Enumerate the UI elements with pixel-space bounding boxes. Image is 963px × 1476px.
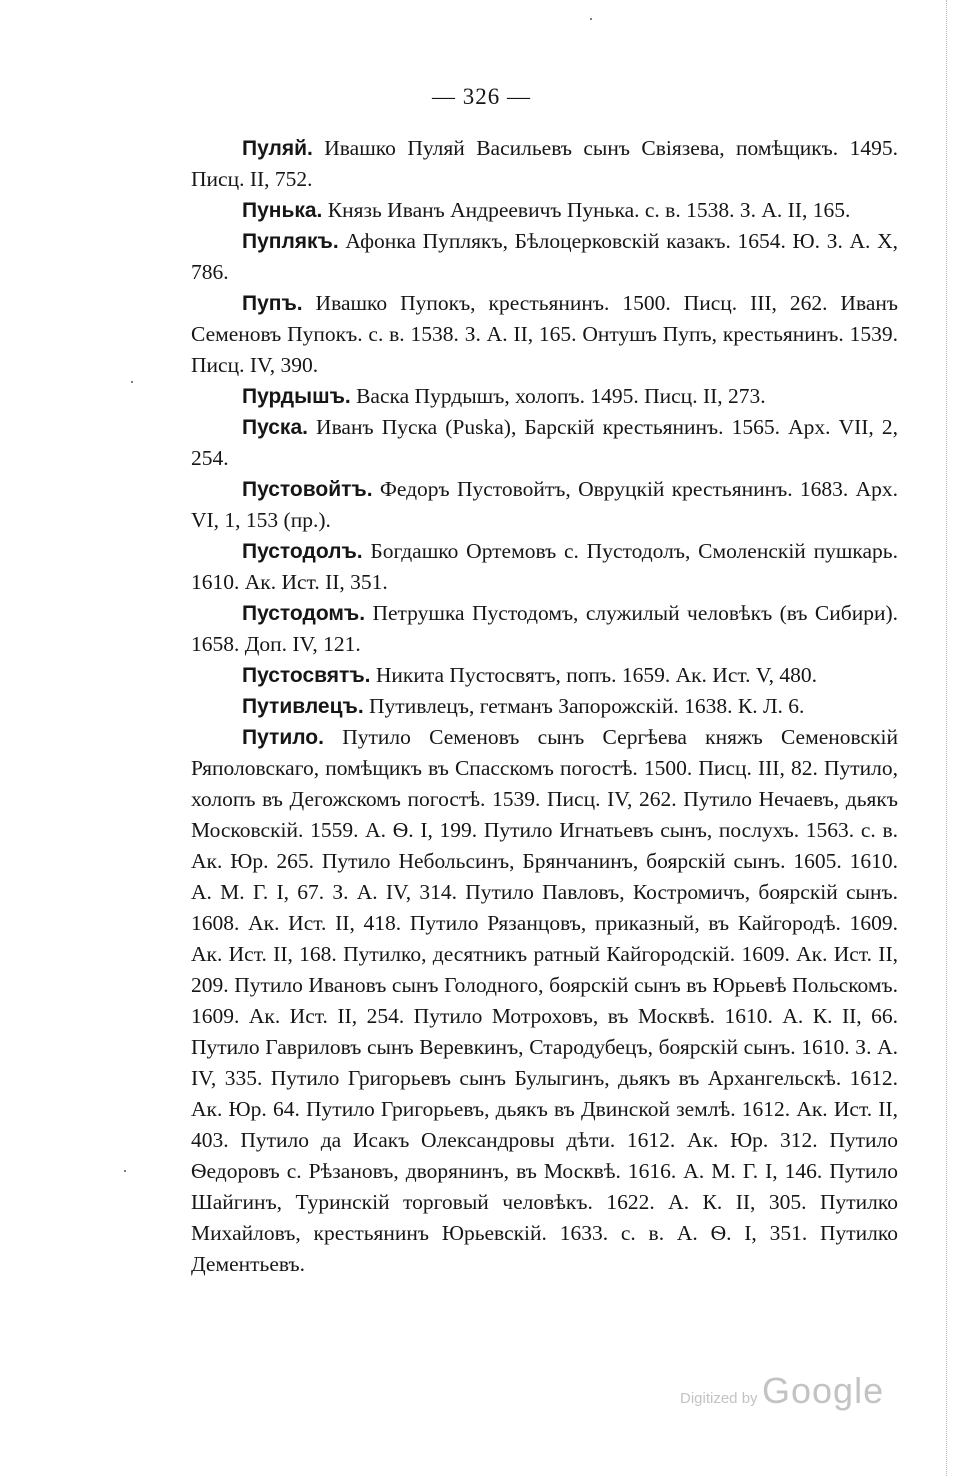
entry-headword: Пуска. [242,416,308,439]
page-fold-line [946,0,948,1476]
watermark-brand: Google [762,1370,885,1411]
page-number: — 326 — [432,84,531,109]
entry-headword: Пурдышъ. [242,385,351,408]
entry-headword: Пустовойтъ. [242,478,373,501]
dictionary-entry [191,226,898,288]
dictionary-entry [191,536,898,598]
entry-text: Путивлецъ, гетманъ Запорожскій. 1638. К. Л. 6. [363,694,805,718]
dictionary-entries [191,133,898,1280]
dictionary-entry [191,722,898,1280]
dictionary-entry [191,598,898,660]
entry-text: Федоръ Пустовойтъ, Овруцкій крестьянинъ. 1683. Арх. VI, 1, 153 (пр.). [191,477,898,532]
entry-headword: Пустодомъ. [242,602,366,625]
dictionary-entry [191,133,898,195]
entry-headword: Пустосвятъ. [242,664,371,687]
entry-text: Ивашко Пупокъ, крестьянинъ. 1500. Писц. III, 262. Иванъ Семеновъ Пупокъ. с. в. 1538. З. А. II, 165. Онтушъ Пупъ, крестьянинъ. 1539. Писц. IV, 390. [191,291,898,377]
dictionary-entry [191,474,898,536]
entry-headword: Путивлецъ. [242,695,364,718]
entry-text: Богдашко Ортемовъ с. Пустодолъ, Смоленскій пушкарь. 1610. Ак. Ист. II, 351. [191,539,898,594]
dictionary-entry [191,195,898,226]
dictionary-entry [191,381,898,412]
dictionary-entry [191,660,898,691]
entry-headword: Пупъ. [242,292,303,315]
scan-speck [131,381,133,383]
entry-text: Петрушка Пустодомъ, служилый человѣкъ (въ Сибири). 1658. Доп. IV, 121. [191,601,898,656]
dictionary-entry [191,412,898,474]
entry-text: Никита Пустосвятъ, попъ. 1659. Ак. Ист. V, 480. [370,663,818,687]
entry-headword: Путило. [242,726,324,749]
entry-text: Путило Семеновъ сынъ Сергѣева княжъ Семеновскій Ряполовскаго, помѣщикъ въ Спасскомъ погостѣ. 1500. Писц. III, 82. Путило, холопъ въ Дегожскомъ погостѣ. 1539. Писц. IV, 262. Путило Нечаевъ, дьякъ Московскій. 1559. А. Ѳ. I, 199. Путило Игнатьевъ сынъ, послухъ. 1563. с. в. Ак. Юр. 265. Путило Небольсинъ, Брянчанинъ, боярскій сынъ. 1605. 1610. А. М. Г. I, 67. З. А. IV, 314. Путило Павловъ, Костромичъ, боярскій сынъ. 1608. Ак. Ист. II, 418. Путило Рязанцовъ, приказный, въ Кайгородѣ. 1609. Ак. Ист. II, 168. Путилко, десятникъ ратный Кайгородскій. 1609. Ак. Ист. II, 209. Путило Ивановъ сынъ Голодного, боярскій сынъ въ Юрьевѣ Польскомъ. 1609. Ак. Ист. II, 254. Путило Мотроховъ, въ Москвѣ. 1610. А. К. II, 66. Путило Гавриловъ сынъ Веревкинъ, Стародубецъ, боярскій сынъ. 1610. З. А. IV, 335. Путило Григорьевъ сынъ Булыгинъ, дьякъ въ Архангельскѣ. 1612. Ак. Юр. 64. Путило Григорьевъ, дьякъ въ Двинской землѣ. 1612. Ак. Ист. II, 403. Путило да Исакъ Олександровы дѣти. 1612. Ак. Юр. 312. Путило Ѳедоровъ с. Рѣзановъ, дворянинъ, въ Москвѣ. 1616. А. М. Г. I, 146. Путило Шайгинъ, Туринскій торговый человѣкъ. 1622. А. К. II, 305. Путилко Михайловъ, крестьянинъ Юрьевскій. 1633. с. в. А. Ѳ. I, 351. Путилко Дементьевъ. [191,725,898,1276]
dictionary-entry [191,691,898,722]
scan-speck [590,18,592,20]
watermark-prefix: Digitized by [680,1390,758,1407]
entry-text: Князь Иванъ Андреевичъ Пунька. с. в. 1538. З. А. II, 165. [322,198,851,222]
entry-text: Иванъ Пуска (Puska), Барскій крестьянинъ. 1565. Арх. VII, 2, 254. [191,415,898,470]
entry-text: Афонка Пуплякъ, Бѣлоцерковскій казакъ. 1654. Ю. З. А. X, 786. [191,229,898,284]
entry-headword: Пунька. [242,199,323,222]
scan-speck [124,1170,126,1172]
entry-text: Ивашко Пуляй Васильевъ сынъ Свіязева, помѣщикъ. 1495. Писц. II, 752. [191,136,898,191]
entry-headword: Пустодолъ. [242,540,363,563]
entry-headword: Пуляй. [242,137,313,160]
dictionary-entry [191,288,898,381]
digitized-watermark [680,1370,884,1412]
entry-text: Васка Пурдышъ, холопъ. 1495. Писц. II, 273. [350,384,766,408]
entry-headword: Пуплякъ. [242,230,339,253]
